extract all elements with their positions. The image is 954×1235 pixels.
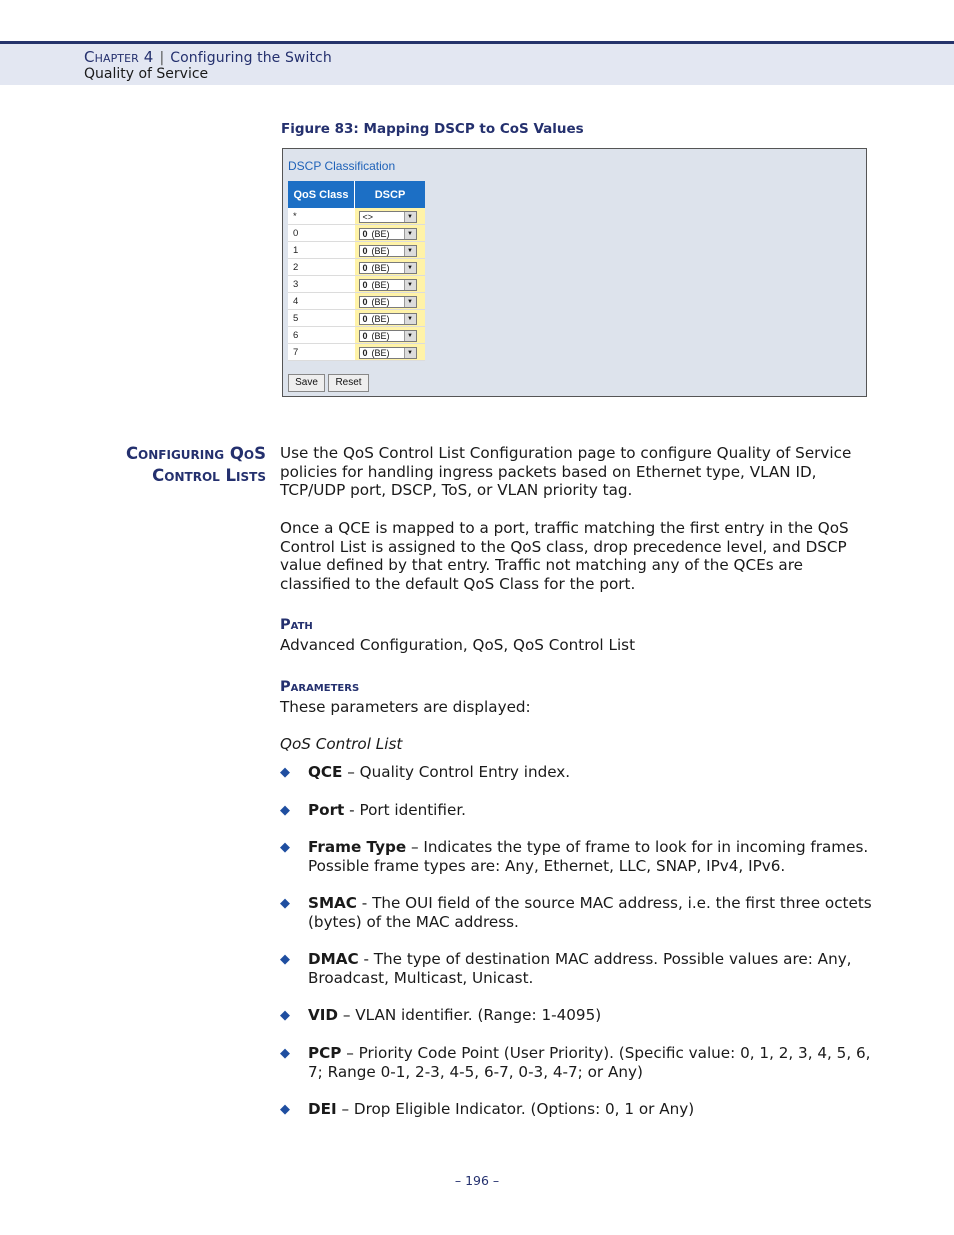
parameters-heading: Parameters — [280, 679, 360, 695]
list-item-text — [308, 763, 875, 782]
dscp-select-value — [360, 280, 390, 290]
chevron-down-icon[interactable]: ▼ — [404, 280, 416, 290]
chapter-label: Chapter 4 — [84, 48, 154, 66]
qos-class-cell: * — [288, 208, 355, 225]
dscp-number: 0 — [362, 228, 368, 239]
dscp-number: 0 — [362, 262, 368, 273]
list-item-text — [308, 801, 875, 820]
dscp-select[interactable] — [359, 228, 417, 240]
dscp-cell — [355, 208, 426, 225]
dscp-select[interactable] — [359, 279, 417, 291]
parameter-term: SMAC — [308, 894, 357, 912]
dscp-cell — [355, 259, 426, 276]
dscp-select-value — [360, 297, 390, 307]
dscp-label: (BE) — [371, 245, 390, 256]
chevron-down-icon[interactable]: ▼ — [404, 297, 416, 307]
screenshot-title: DSCP Classification — [288, 159, 396, 173]
col-dscp: DSCP — [355, 181, 426, 208]
table-row — [288, 293, 425, 310]
list-item-text — [308, 1044, 875, 1083]
path-heading: Path — [280, 617, 313, 633]
header-chapter-line — [84, 48, 332, 66]
qos-class-cell: 0 — [288, 225, 355, 242]
reset-button[interactable]: Reset — [328, 374, 369, 392]
table-row — [288, 327, 425, 344]
parameter-term: PCP — [308, 1044, 342, 1062]
parameter-description: - The type of destination MAC address. Possible values are: Any, Broadcast, Multicast, Unicast. — [308, 950, 852, 988]
dscp-cell — [355, 242, 426, 259]
parameter-description: – Priority Code Point (User Priority). (Specific value: 0, 1, 2, 3, 4, 5, 6, 7; Range 0-1, 2-3, 4-5, 6-7, 0-3, 4-7; or Any) — [308, 1044, 871, 1082]
chevron-down-icon[interactable]: ▼ — [404, 263, 416, 273]
table-row — [288, 208, 425, 225]
list-item-text — [308, 950, 875, 989]
qos-class-cell: 1 — [288, 242, 355, 259]
diamond-bullet-icon: ◆ — [280, 1046, 290, 1061]
dscp-select-value — [360, 331, 390, 341]
dscp-select[interactable] — [359, 262, 417, 274]
list-item-text — [308, 1006, 875, 1025]
section-heading-line1: Configuring QoS — [125, 444, 266, 463]
dscp-cell — [355, 276, 426, 293]
header-section: Quality of Service — [84, 66, 209, 82]
page-number: – 196 – — [454, 1173, 500, 1188]
dscp-cell — [355, 225, 426, 242]
dscp-label: (BE) — [371, 347, 390, 358]
dscp-number: 0 — [362, 313, 368, 324]
dscp-select[interactable] — [359, 296, 417, 308]
dscp-number: 0 — [362, 296, 368, 307]
chevron-down-icon[interactable]: ▼ — [404, 212, 416, 222]
mapping-paragraph: Once a QCE is mapped to a port, traffic matching the first entry in the QoS Control List is assigned to the QoS class, drop precedence level, and DSCP value defined by that entry. Traffic not matching any of the QCEs are classified to the default QoS Class for the port. — [280, 519, 849, 594]
dscp-label: (BE) — [371, 313, 390, 324]
diamond-bullet-icon: ◆ — [280, 765, 290, 780]
dscp-cell — [355, 293, 426, 310]
parameter-term: QCE — [308, 763, 343, 781]
dscp-select-value — [360, 348, 390, 358]
dscp-cell — [355, 327, 426, 344]
dscp-select[interactable] — [359, 313, 417, 325]
qos-class-cell: 2 — [288, 259, 355, 276]
dscp-select[interactable] — [359, 330, 417, 342]
qos-class-cell: 7 — [288, 344, 355, 361]
dscp-label: (BE) — [371, 330, 390, 341]
chevron-down-icon[interactable]: ▼ — [404, 331, 416, 341]
parameter-description: – VLAN identifier. (Range: 1-4095) — [338, 1006, 602, 1024]
header-separator: | — [159, 50, 165, 66]
dscp-select[interactable] — [359, 211, 417, 223]
save-button[interactable]: Save — [288, 374, 325, 392]
diamond-bullet-icon: ◆ — [280, 840, 290, 855]
list-title: QoS Control List — [280, 735, 403, 753]
parameter-term: Frame Type — [308, 838, 407, 856]
dscp-cell — [355, 310, 426, 327]
diamond-bullet-icon: ◆ — [280, 1008, 290, 1023]
dscp-number: 0 — [362, 330, 368, 341]
parameter-term: DEI — [308, 1100, 337, 1118]
chevron-down-icon[interactable]: ▼ — [404, 348, 416, 358]
path-text: Advanced Configuration, QoS, QoS Control List — [280, 636, 636, 654]
parameter-description: - Port identifier. — [344, 801, 466, 819]
chevron-down-icon[interactable]: ▼ — [404, 314, 416, 324]
dscp-label: (BE) — [371, 262, 390, 273]
dscp-label: <> — [362, 211, 374, 222]
section-heading-line2: Control Lists — [152, 466, 266, 485]
dscp-label: (BE) — [371, 279, 390, 290]
parameter-description: – Quality Control Entry index. — [342, 763, 571, 781]
parameter-term: Port — [308, 801, 345, 819]
dscp-classification-screenshot — [282, 148, 867, 397]
parameter-description: - The OUI field of the source MAC address, i.e. the first three octets (bytes) of the MAC address. — [308, 894, 872, 932]
qos-class-cell: 4 — [288, 293, 355, 310]
parameter-term: DMAC — [308, 950, 359, 968]
dscp-cell — [355, 344, 426, 361]
section-heading — [126, 443, 266, 487]
dscp-select-value — [360, 314, 390, 324]
dscp-number: 0 — [362, 347, 368, 358]
parameters-text: These parameters are displayed: — [280, 698, 531, 716]
intro-paragraph: Use the QoS Control List Configuration page to configure Quality of Service policies for handling ingress packets based on Ethernet type, VLAN ID, TCP/UDP port, DSCP, ToS, or VLAN priority tag. — [280, 444, 852, 500]
dscp-select-value — [360, 212, 374, 222]
qos-class-cell: 5 — [288, 310, 355, 327]
parameter-description: – Drop Eligible Indicator. (Options: 0, 1 or Any) — [336, 1100, 695, 1118]
dscp-select[interactable] — [359, 347, 417, 359]
dscp-table — [288, 181, 425, 361]
table-row — [288, 310, 425, 327]
dscp-label: (BE) — [371, 296, 390, 307]
list-item-text — [308, 1100, 875, 1119]
list-item-text — [308, 838, 875, 877]
table-row — [288, 344, 425, 361]
table-row — [288, 225, 425, 242]
chevron-down-icon[interactable]: ▼ — [404, 246, 416, 256]
dscp-select-value — [360, 229, 390, 239]
diamond-bullet-icon: ◆ — [280, 1102, 290, 1117]
qos-class-cell: 6 — [288, 327, 355, 344]
figure-caption: Figure 83: Mapping DSCP to CoS Values — [281, 121, 584, 137]
parameter-description: – Indicates the type of frame to look for in incoming frames. Possible frame types are: Any, Ethernet, LLC, SNAP, IPv4, IPv6. — [308, 838, 869, 876]
dscp-select[interactable] — [359, 245, 417, 257]
table-row — [288, 276, 425, 293]
diamond-bullet-icon: ◆ — [280, 803, 290, 818]
table-row — [288, 259, 425, 276]
col-qos-class: QoS Class — [288, 181, 355, 208]
dscp-number: 0 — [362, 245, 368, 256]
diamond-bullet-icon: ◆ — [280, 896, 290, 911]
page-header — [0, 41, 954, 85]
chapter-title: Configuring the Switch — [170, 50, 332, 66]
list-item-text — [308, 894, 875, 933]
qos-class-cell: 3 — [288, 276, 355, 293]
dscp-table-body — [288, 208, 425, 361]
parameter-term: VID — [308, 1006, 339, 1024]
dscp-label: (BE) — [371, 228, 390, 239]
dscp-select-value — [360, 263, 390, 273]
chevron-down-icon[interactable]: ▼ — [404, 229, 416, 239]
diamond-bullet-icon: ◆ — [280, 952, 290, 967]
dscp-select-value — [360, 246, 390, 256]
dscp-number: 0 — [362, 279, 368, 290]
table-row — [288, 242, 425, 259]
